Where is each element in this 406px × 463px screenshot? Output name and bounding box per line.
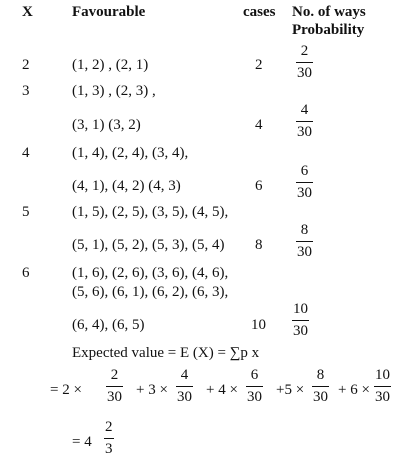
row-x-value: 6 [22, 265, 30, 281]
fraction-numerator: 10 [375, 367, 390, 383]
outcome-line: (1, 3) , (2, 3) , [72, 83, 156, 99]
header-cases: cases [243, 4, 276, 20]
outcome-line: (4, 1), (4, 2) (4, 3) [72, 178, 181, 194]
result-fraction [104, 420, 114, 457]
fraction-numerator: 6 [250, 367, 259, 383]
probability-fraction [296, 223, 313, 260]
expansion-operator: + 3 × [136, 382, 168, 398]
expansion-operator: +5 × [276, 382, 305, 398]
outcome-line: (5, 1), (5, 2), (5, 3), (5, 4) [72, 237, 225, 253]
outcome-line: (1, 4), (2, 4), (3, 4), [72, 145, 189, 161]
cases-value: 8 [255, 237, 263, 253]
probability-fraction [296, 164, 313, 201]
fraction-denominator: 30 [177, 389, 192, 405]
fraction-numerator: 2 [105, 419, 113, 435]
outcome-line: (5, 6), (6, 1), (6, 2), (6, 3), [72, 284, 229, 300]
fraction-numerator: 8 [300, 222, 309, 238]
expansion-fraction [106, 368, 123, 405]
probability-fraction [296, 103, 313, 140]
cases-value: 4 [255, 117, 263, 133]
fraction-numerator: 4 [300, 102, 309, 118]
fraction-denominator: 30 [293, 323, 308, 339]
expansion-operator: + 4 × [206, 382, 238, 398]
expansion-fraction [374, 368, 391, 405]
header-favourable: Favourable [72, 4, 146, 20]
fraction-denominator: 30 [107, 389, 122, 405]
outcome-line: (1, 6), (2, 6), (3, 6), (4, 6), [72, 265, 229, 281]
row-x-value: 4 [22, 145, 30, 161]
fraction-denominator: 30 [297, 65, 312, 81]
result-lead: = 4 [72, 434, 92, 450]
fraction-denominator: 30 [375, 389, 390, 405]
cases-value: 6 [255, 178, 263, 194]
header-x: X [22, 4, 33, 20]
cases-value: 10 [251, 317, 266, 333]
fraction-denominator: 30 [297, 244, 312, 260]
fraction-numerator: 6 [300, 163, 309, 179]
fraction-numerator: 2 [300, 43, 309, 59]
expansion-operator: + 6 × [338, 382, 370, 398]
fraction-denominator: 30 [297, 185, 312, 201]
expected-value-label: Expected value = E (X) = ∑p x [72, 345, 260, 361]
row-x-value: 2 [22, 57, 30, 73]
fraction-denominator: 30 [313, 389, 328, 405]
outcome-line: (6, 4), (6, 5) [72, 317, 145, 333]
expansion-lead: = 2 × [50, 382, 82, 398]
fraction-numerator: 10 [293, 301, 308, 317]
fraction-numerator: 8 [316, 367, 325, 383]
outcome-line: (1, 2) , (2, 1) [72, 57, 149, 73]
header-no-of-ways: No. of ways [292, 4, 366, 20]
probability-fraction [296, 44, 313, 81]
fraction-numerator: 4 [180, 367, 189, 383]
expansion-fraction [176, 368, 193, 405]
fraction-numerator: 2 [110, 367, 119, 383]
outcome-line: (1, 5), (2, 5), (3, 5), (4, 5), [72, 204, 229, 220]
probability-fraction [292, 302, 309, 339]
header-probability: Probability [292, 22, 365, 38]
row-x-value: 5 [22, 204, 30, 220]
fraction-denominator: 3 [105, 441, 113, 457]
row-x-value: 3 [22, 83, 30, 99]
cases-value: 2 [255, 57, 263, 73]
fraction-denominator: 30 [247, 389, 262, 405]
outcome-line: (3, 1) (3, 2) [72, 117, 141, 133]
expansion-fraction [312, 368, 329, 405]
fraction-denominator: 30 [297, 124, 312, 140]
expansion-fraction [246, 368, 263, 405]
